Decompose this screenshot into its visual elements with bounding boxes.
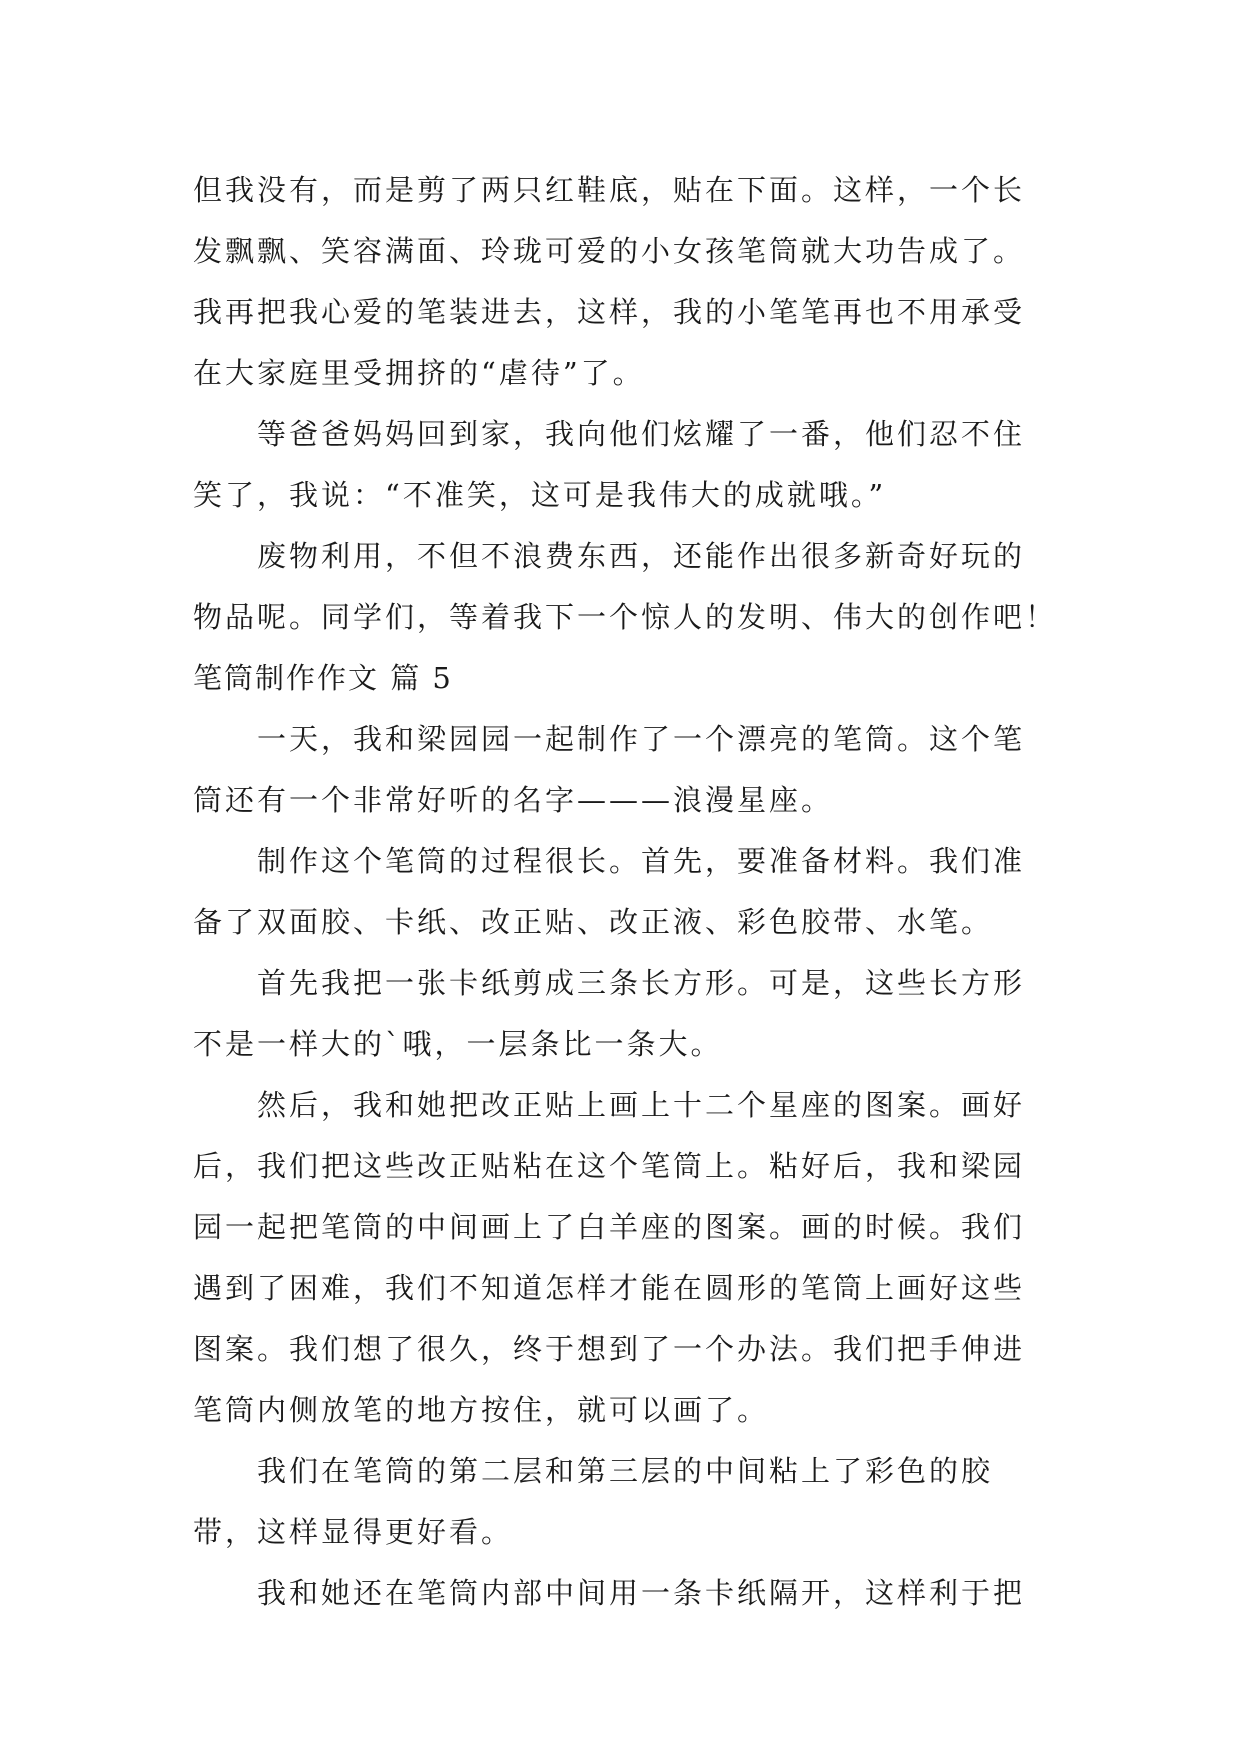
text-line: 后，我们把这些改正贴粘在这个笔筒上。粘好后，我和梁园 — [193, 1149, 1026, 1183]
text-line: 废物利用，不但不浪费东西，还能作出很多新奇好玩的 — [257, 539, 1026, 573]
text-line: 等爸爸妈妈回到家，我向他们炫耀了一番，他们忍不住 — [257, 417, 1026, 451]
text-line: 园一起把笔筒的中间画上了白羊座的图案。画的时候。我们 — [193, 1210, 1026, 1244]
document-body — [193, 160, 1073, 1624]
text-line: 制作这个笔筒的过程很长。首先，要准备材料。我们准 — [257, 844, 1026, 878]
text-line: 遇到了困难，我们不知道怎样才能在圆形的笔筒上画好这些 — [193, 1271, 1026, 1305]
text-line: 一天，我和梁园园一起制作了一个漂亮的笔筒。这个笔 — [257, 722, 1026, 756]
section-heading: 笔筒制作作文 篇 5 — [193, 661, 453, 695]
text-line: 笔筒内侧放笔的地方按住，就可以画了。 — [193, 1393, 770, 1427]
text-line: 然后，我和她把改正贴上画上十二个星座的图案。画好 — [257, 1088, 1026, 1122]
text-line: 发飘飘、笑容满面、玲珑可爱的小女孩笔筒就大功告成了。 — [193, 234, 1026, 268]
text-line: 我再把我心爱的笔装进去，这样，我的小笔笔再也不用承受 — [193, 295, 1026, 329]
text-line: 在大家庭里受拥挤的“虐待”了。 — [193, 356, 645, 390]
text-line: 我们在笔筒的第二层和第三层的中间粘上了彩色的胶 — [257, 1454, 994, 1488]
text-line: 笑了，我说：“不准笑，这可是我伟大的成就哦。” — [193, 478, 887, 512]
text-line: 带，这样显得更好看。 — [193, 1515, 514, 1549]
text-line: 不是一样大的`哦，一层条比一条大。 — [193, 1027, 723, 1061]
text-line: 但我没有，而是剪了两只红鞋底，贴在下面。这样，一个长 — [193, 173, 1026, 207]
text-line: 图案。我们想了很久，终于想到了一个办法。我们把手伸进 — [193, 1332, 1026, 1366]
text-line: 备了双面胶、卡纸、改正贴、改正液、彩色胶带、水笔。 — [193, 905, 994, 939]
text-line: 我和她还在笔筒内部中间用一条卡纸隔开，这样利于把 — [257, 1576, 1026, 1610]
text-line: 物品呢。同学们，等着我下一个惊人的发明、伟大的创作吧！ — [193, 600, 1058, 634]
text-line: 筒还有一个非常好听的名字———浪漫星座。 — [193, 783, 834, 817]
text-line: 首先我把一张卡纸剪成三条长方形。可是，这些长方形 — [257, 966, 1026, 1000]
